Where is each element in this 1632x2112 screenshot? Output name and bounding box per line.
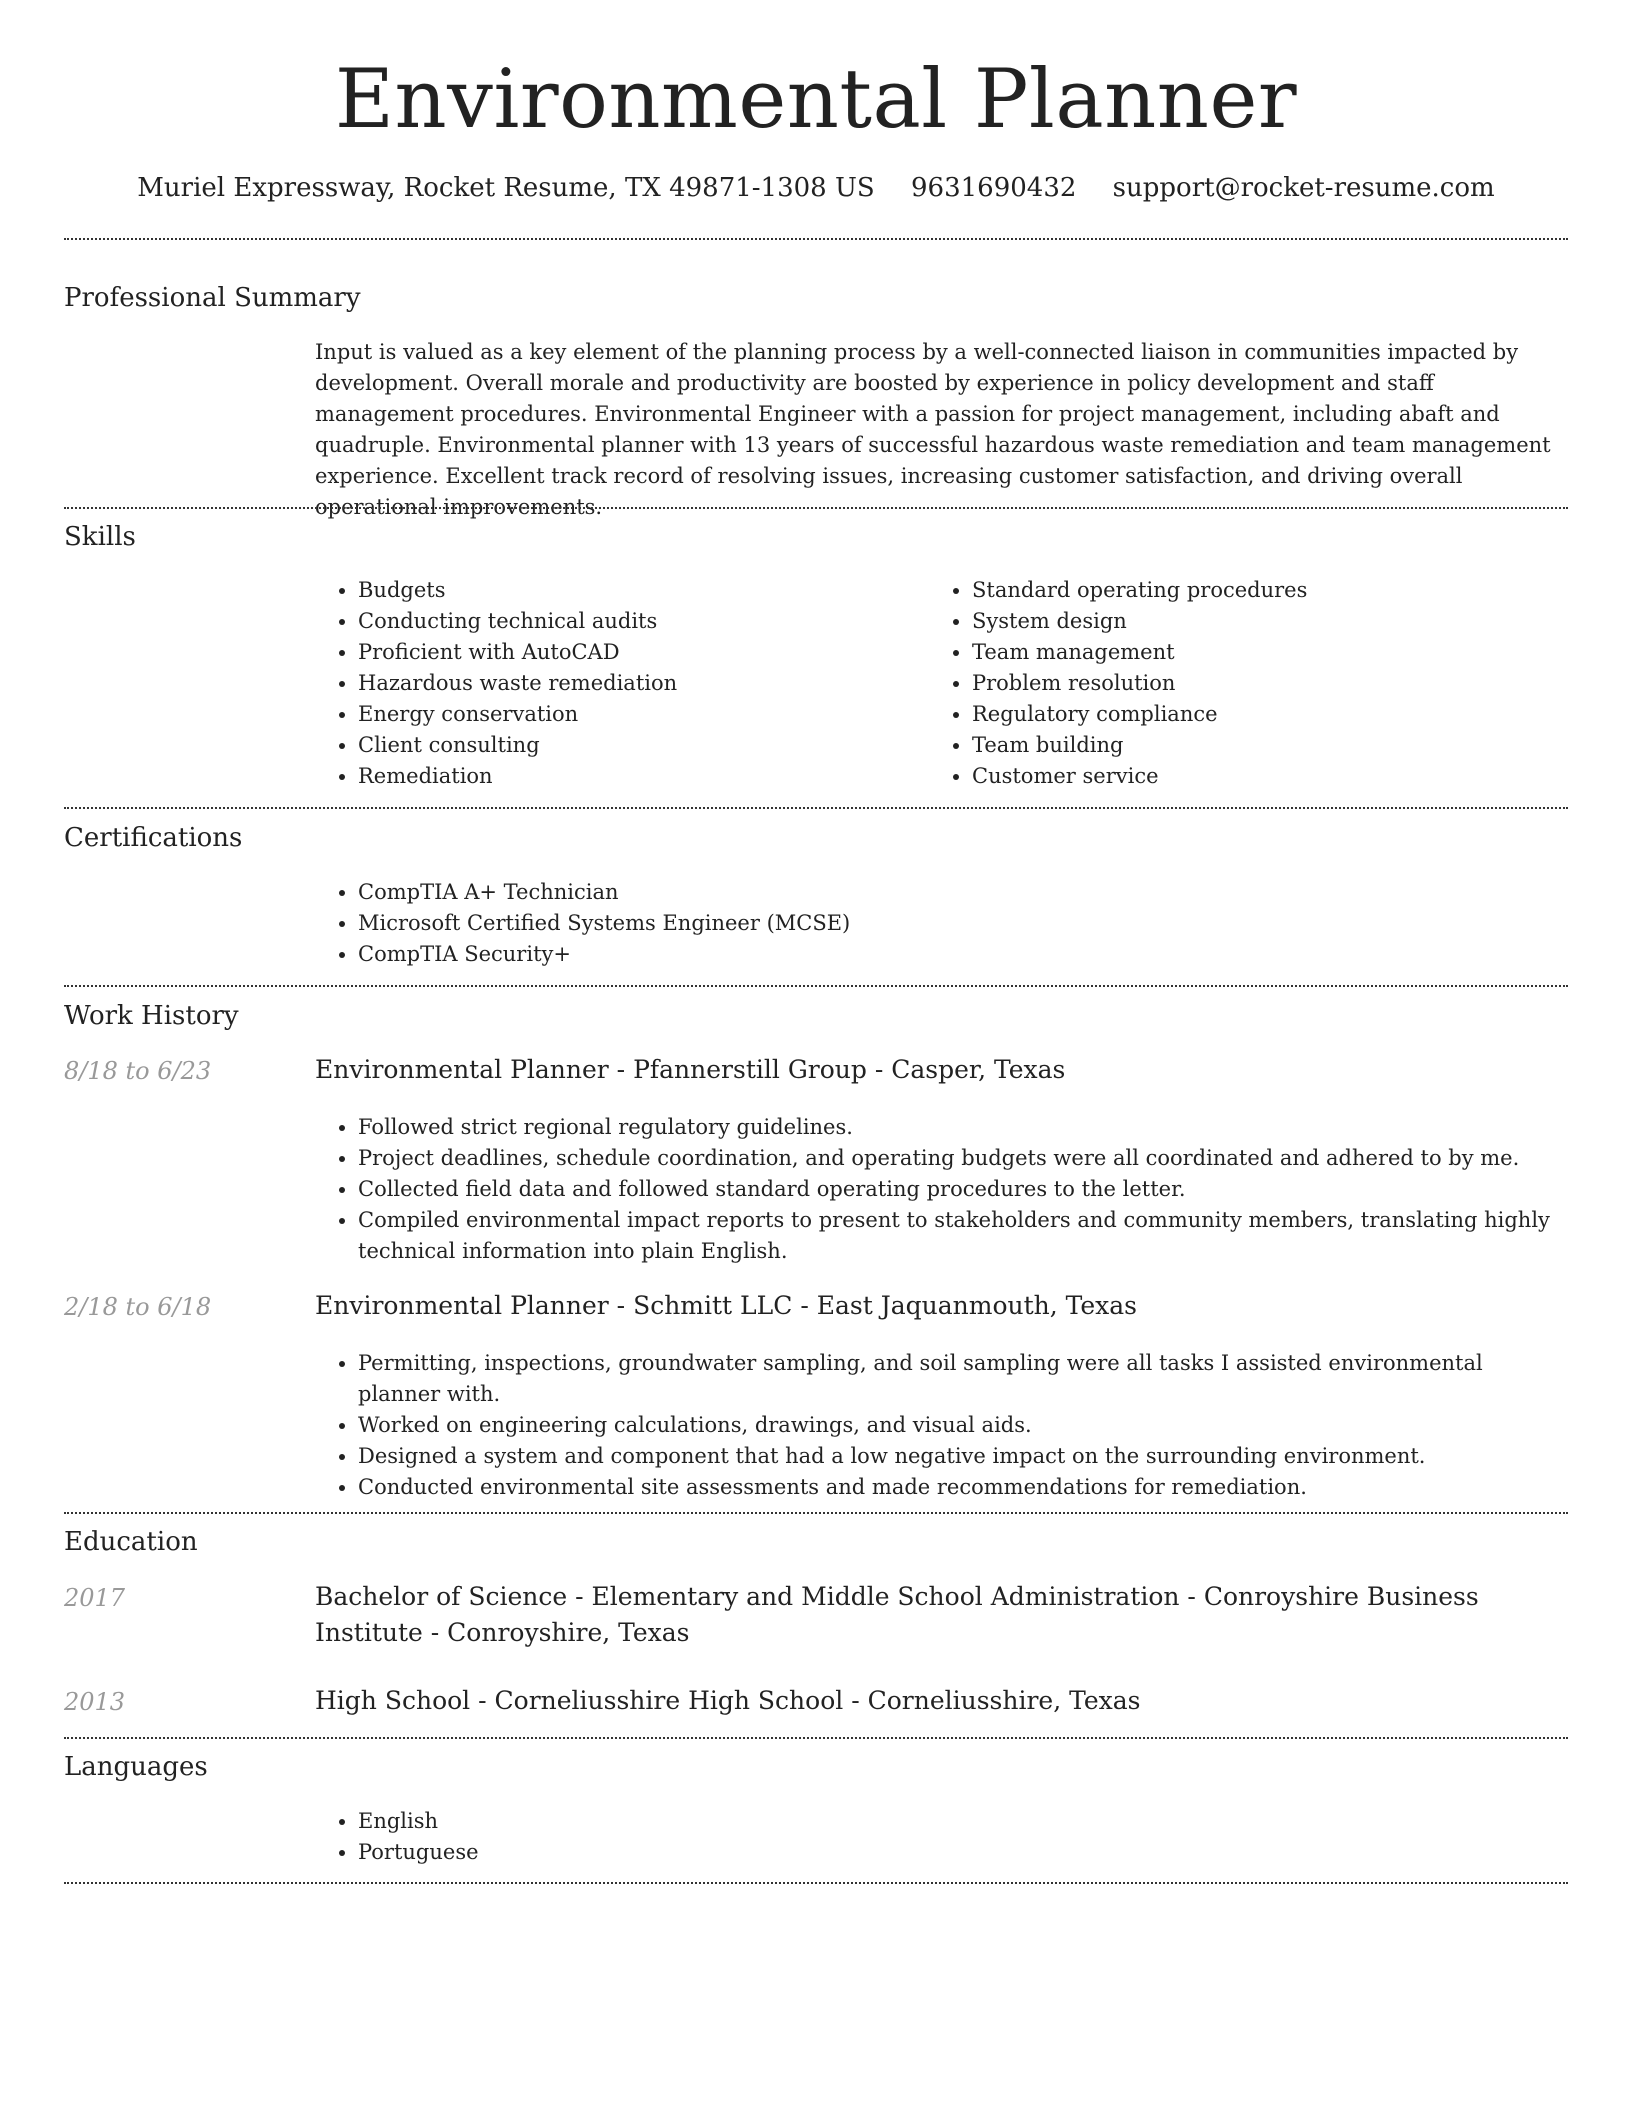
summary-text: Input is valued as a key element of the planning process by a well-connected liaison in communities impacted by development. Overall morale and productivity are boosted by experience in policy development and staff management procedures. Environmental Engineer with a passion for project management, including abaft and quadruple. Environmental planner with 13 years of successful hazardous waste remediation and team management experience. Excellent track record of resolving issues, increasing customer satisfaction, and driving overall operational improvements. bbox=[315, 340, 1551, 519]
section-title-work-history: Work History bbox=[64, 1001, 239, 1031]
languages-list bbox=[314, 1806, 958, 1868]
list-item: • CompTIA A+ Technician bbox=[358, 877, 1558, 908]
section-title-languages: Languages bbox=[64, 1752, 208, 1782]
list-item: • Client consulting bbox=[358, 730, 918, 761]
education-year: 2017 bbox=[64, 1584, 126, 1612]
section-title-education: Education bbox=[64, 1527, 198, 1557]
list-item: • Compiled environmental impact reports to present to stakeholders and community members, translating highly technical information into plain English. bbox=[358, 1205, 1568, 1267]
list-item: • Portuguese bbox=[358, 1837, 958, 1868]
divider bbox=[64, 238, 1568, 240]
skills-list-right bbox=[928, 575, 1592, 792]
section-title-certifications: Certifications bbox=[64, 823, 243, 853]
divider bbox=[64, 1882, 1568, 1884]
list-item: • Conducting technical audits bbox=[358, 606, 918, 637]
list-item: • Energy conservation bbox=[358, 699, 918, 730]
job-bullets bbox=[314, 1348, 1568, 1503]
divider bbox=[64, 1737, 1568, 1739]
list-item: • Hazardous waste remediation bbox=[358, 668, 918, 699]
list-item: • Followed strict regional regulatory guidelines. bbox=[358, 1112, 1568, 1143]
contact-email: support@rocket-resume.com bbox=[1112, 173, 1495, 203]
list-item: • Conducted environmental site assessments and made recommendations for remediation. bbox=[358, 1472, 1568, 1503]
list-item: • Problem resolution bbox=[972, 668, 1592, 699]
list-item: • Designed a system and component that had a low negative impact on the surrounding environment. bbox=[358, 1441, 1568, 1472]
list-item: • Budgets bbox=[358, 575, 918, 606]
education-heading: Bachelor of Science - Elementary and Middle School Administration - Conroyshire Business Institute - Conroyshire, Texas bbox=[315, 1582, 1479, 1647]
contact-line bbox=[0, 170, 1632, 206]
section-title-skills: Skills bbox=[64, 522, 136, 552]
job-heading: Environmental Planner - Schmitt LLC - East Jaquanmouth, Texas bbox=[315, 1291, 1137, 1320]
divider bbox=[64, 807, 1568, 809]
list-item: • Team management bbox=[972, 637, 1592, 668]
list-item: • Permitting, inspections, groundwater sampling, and soil sampling were all tasks I assisted environmental planner with. bbox=[358, 1348, 1568, 1410]
list-item: • CompTIA Security+ bbox=[358, 939, 1558, 970]
job-heading: Environmental Planner - Pfannerstill Group - Casper, Texas bbox=[315, 1055, 1066, 1084]
list-item: • English bbox=[358, 1806, 958, 1837]
divider bbox=[64, 1512, 1568, 1514]
list-item: • Team building bbox=[972, 730, 1592, 761]
list-item: • Project deadlines, schedule coordination, and operating budgets were all coordinated and adhered to by me. bbox=[358, 1143, 1568, 1174]
contact-phone: 9631690432 bbox=[910, 173, 1077, 203]
job-bullets bbox=[314, 1112, 1568, 1267]
list-item: • Proficient with AutoCAD bbox=[358, 637, 918, 668]
list-item: • Standard operating procedures bbox=[972, 575, 1592, 606]
divider bbox=[64, 507, 1568, 509]
list-item: • System design bbox=[972, 606, 1592, 637]
job-dates: 8/18 to 6/23 bbox=[64, 1057, 212, 1085]
section-title-summary: Professional Summary bbox=[64, 283, 361, 313]
list-item: • Customer service bbox=[972, 761, 1592, 792]
education-heading: High School - Corneliusshire High School - Corneliusshire, Texas bbox=[315, 1686, 1141, 1715]
skills-list-left bbox=[314, 575, 918, 792]
list-item: • Microsoft Certified Systems Engineer (MCSE) bbox=[358, 908, 1558, 939]
list-item: • Worked on engineering calculations, drawings, and visual aids. bbox=[358, 1410, 1568, 1441]
contact-address: Muriel Expressway, Rocket Resume, TX 49871-1308 US bbox=[137, 173, 875, 203]
certifications-list bbox=[314, 877, 1558, 970]
list-item: • Collected field data and followed standard operating procedures to the letter. bbox=[358, 1174, 1568, 1205]
education-year: 2013 bbox=[64, 1688, 126, 1716]
divider bbox=[64, 985, 1568, 987]
resume-name: Environmental Planner bbox=[334, 53, 1298, 147]
job-dates: 2/18 to 6/18 bbox=[64, 1293, 212, 1321]
list-item: • Regulatory compliance bbox=[972, 699, 1592, 730]
list-item: • Remediation bbox=[358, 761, 918, 792]
